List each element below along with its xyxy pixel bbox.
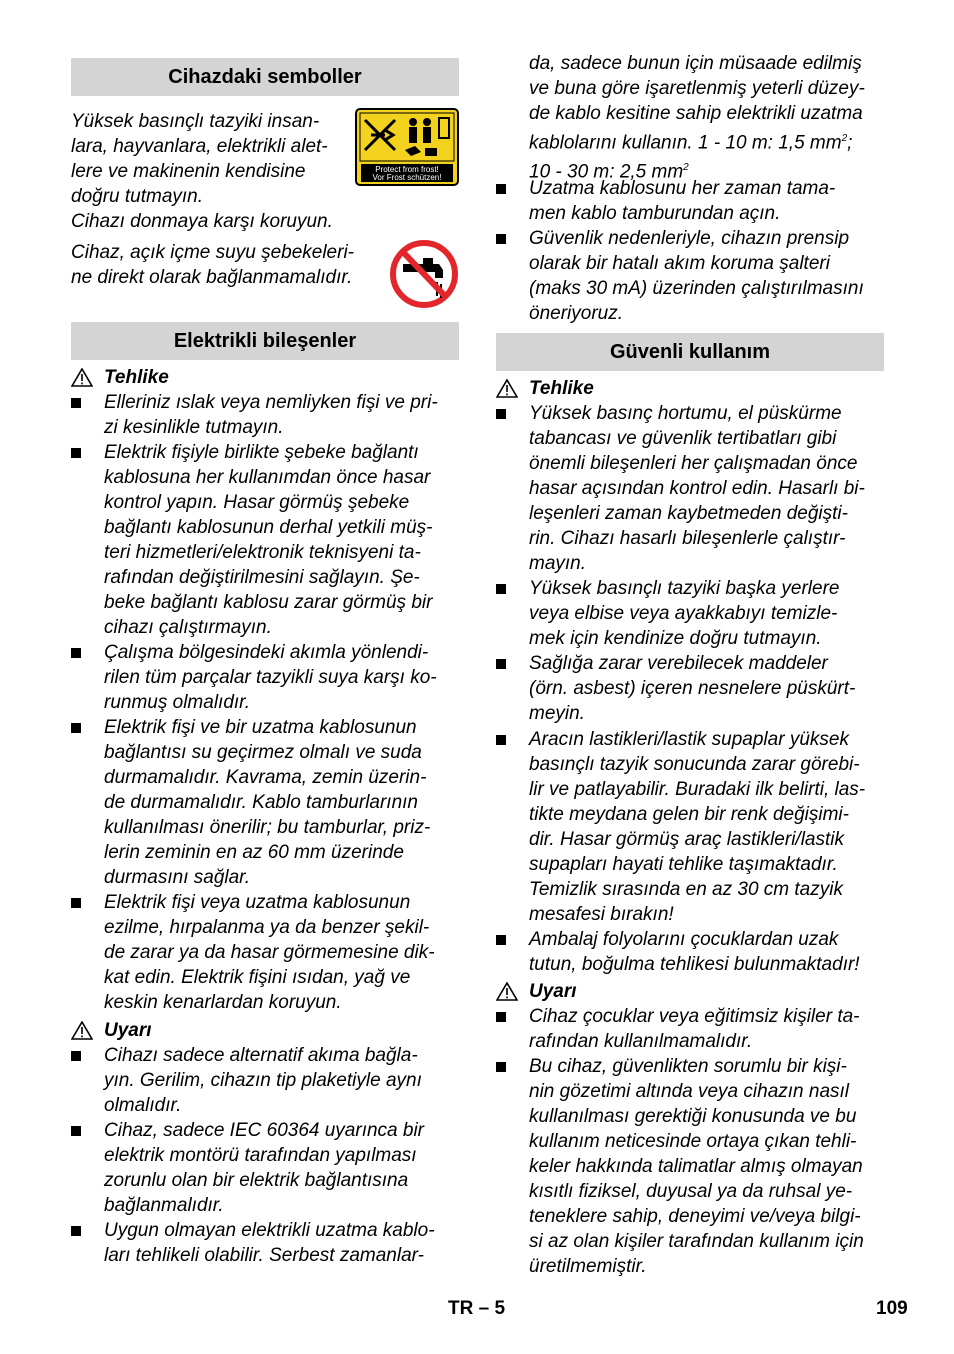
text-line: önemli bileşenleri her çalışmadan önce xyxy=(529,453,858,474)
text-line: Cihazı sadece alternatif akıma bağla- xyxy=(104,1045,418,1066)
list-item-text xyxy=(529,176,884,226)
list-item xyxy=(71,1118,459,1218)
text-line: (örn. asbest) içeren nesnelere püskürt- xyxy=(529,678,856,699)
page-number: 109 xyxy=(876,1298,908,1319)
footer-dash: – xyxy=(478,1298,490,1319)
text-line: rafından değiştirilmesini sağlayın. Şe- xyxy=(104,567,420,588)
bullet-square-icon xyxy=(71,1126,81,1136)
text-line: Çalışma bölgesindeki akımla yönlendi- xyxy=(104,642,429,663)
list-item-text xyxy=(529,1054,884,1279)
text-line: durmasını sağlar. xyxy=(104,867,251,888)
text-line: kullanılması önerilir; bu tamburlar, priz- xyxy=(104,817,431,838)
text-line: Uygun olmayan elektrikli uzatma kablo- xyxy=(104,1220,435,1241)
text-line: lir ve patlayabilir. Buradaki ilk belirti, las- xyxy=(529,779,866,800)
text-line: durmamalıdır. Kavrama, zemin üzerin- xyxy=(104,767,427,788)
text-line: Bu cihaz, güvenlikten sorumlu bir kişi- xyxy=(529,1056,847,1077)
text-line: Elektrik fişiyle birlikte şebeke bağlantı xyxy=(104,442,419,463)
list-item xyxy=(71,390,459,440)
section-header-guvenli-kullanim: Güvenli kullanım xyxy=(496,333,884,371)
danger-notice xyxy=(71,365,459,390)
danger-label: Tehlike xyxy=(529,378,594,399)
frost-sign-label-en: Protect from frost! xyxy=(375,165,439,174)
text-line: bağlanmalıdır. xyxy=(104,1195,224,1216)
text-line: Elektrik fişi veya uzatma kablosunun xyxy=(104,892,411,913)
warning-notice xyxy=(496,979,884,1004)
list-item-text xyxy=(529,401,884,576)
warning-notice xyxy=(71,1018,459,1043)
bullet-square-icon xyxy=(496,659,506,669)
frost-warning-sign-icon xyxy=(355,108,459,186)
text-line: runmuş olmalıdır. xyxy=(104,692,251,713)
no-drinking-water-connection-icon xyxy=(389,238,459,310)
text-line: keskin kenarlardan koruyun. xyxy=(104,992,342,1013)
text-line: rafından kullanılmamalıdır. xyxy=(529,1031,753,1052)
list-item-text xyxy=(104,1118,459,1218)
list-item xyxy=(496,651,884,726)
text-line: mek için kendinize doğru tutmayın. xyxy=(529,628,822,649)
text-line: Uzatma kablosunu her zaman tama- xyxy=(529,178,836,199)
separator: ; xyxy=(847,132,853,154)
text-line: teneklere sahip, deneyimi ve/veya bilgi- xyxy=(529,1206,861,1227)
text-line: keler hakkında talimatlar almış olmayan xyxy=(529,1156,863,1177)
text-line: veya elbise veya ayakkabıyı temizle- xyxy=(529,603,838,624)
cable-length-1: kablolarını kullanın. 1 - 10 m: 1,5 mm xyxy=(529,132,842,154)
text-line: bağlantı kablosunun derhal yetkili müş- xyxy=(104,517,433,538)
danger-notice xyxy=(496,376,884,401)
list-item xyxy=(71,890,459,1015)
text-line: Yüksek basınçlı tazyiki başka yerlere xyxy=(529,578,840,599)
list-item xyxy=(496,927,884,977)
list-item xyxy=(496,727,884,927)
superscript: 2 xyxy=(683,162,689,174)
text-line: öneriyoruz. xyxy=(529,303,623,324)
text-line: tabancası ve güvenlik tertibatları gibi xyxy=(529,428,837,449)
text-line: Yüksek basınç hortumu, el püskürme xyxy=(529,403,842,424)
list-item-text xyxy=(529,576,884,651)
bullet-square-icon xyxy=(496,1012,506,1022)
list-item-text xyxy=(104,640,459,715)
text-line: meyin. xyxy=(529,703,585,724)
superscript: 2 xyxy=(841,133,848,144)
list-item-text xyxy=(104,390,459,440)
warning-triangle-icon xyxy=(71,1021,93,1040)
list-item-text xyxy=(104,1043,459,1118)
section-header-elektrikli-bilesenler: Elektrikli bileşenler xyxy=(71,322,459,360)
symbol-paragraph-3 xyxy=(71,240,381,290)
text-line: beke bağlantı kablosu zarar görmüş bir xyxy=(104,592,433,613)
section-header-cihazdaki-semboller: Cihazdaki semboller xyxy=(71,58,459,96)
footer-language: TR xyxy=(448,1298,474,1319)
text-line: doğru tutmayın. xyxy=(71,186,204,207)
warning-triangle-icon xyxy=(496,379,518,398)
text-line: dir. Hasar görmüş araç lastikleri/lastik xyxy=(529,829,844,850)
list-item-text xyxy=(529,1004,884,1054)
bullet-square-icon xyxy=(71,898,81,908)
text-line: Sağlığa zarar verebilecek maddeler xyxy=(529,653,828,674)
list-item-text xyxy=(104,715,459,890)
bullet-square-icon xyxy=(496,234,506,244)
text-line: ne direkt olarak bağlanmamalıdır. xyxy=(71,267,353,288)
text-line: Cihaz çocuklar veya eğitimsiz kişiler ta- xyxy=(529,1006,860,1027)
bullet-square-icon xyxy=(496,1062,506,1072)
warning-triangle-icon xyxy=(71,368,93,387)
text-line: kullanım neticesinde ortaya çıkan tehli- xyxy=(529,1131,857,1152)
bullet-square-icon xyxy=(496,735,506,745)
warning-triangle-icon xyxy=(496,982,518,1001)
text-line: bağlantısı su geçirmez olmalı ve suda xyxy=(104,742,422,763)
list-item-text xyxy=(529,226,884,326)
list-item-text xyxy=(529,651,884,726)
continued-line xyxy=(529,126,889,155)
bullet-square-icon xyxy=(71,1051,81,1061)
bullet-square-icon xyxy=(71,1226,81,1236)
text-line: Aracın lastikleri/lastik supaplar yüksek xyxy=(529,729,849,750)
list-item-text xyxy=(529,927,884,977)
text-line: ezilme, hırpalanma ya da benzer şekil- xyxy=(104,917,430,938)
text-line: Yüksek basınçlı tazyiki insan- xyxy=(71,111,320,132)
bullet-square-icon xyxy=(71,398,81,408)
danger-label: Tehlike xyxy=(104,367,169,388)
bullet-square-icon xyxy=(71,448,81,458)
text-line: olmalıdır. xyxy=(104,1095,182,1116)
continued-line: ve buna göre işaretlenmiş yeterli düzey- xyxy=(529,78,865,99)
text-line: kablosuna her kullanımdan önce hasar xyxy=(104,467,431,488)
list-item xyxy=(496,1004,884,1054)
continued-paragraph xyxy=(529,51,889,185)
list-item xyxy=(71,1218,459,1268)
text-line: üretilmemiştir. xyxy=(529,1256,647,1277)
text-line: kat edin. Elektrik fişini ısıdan, yağ ve xyxy=(104,967,411,988)
list-item xyxy=(71,440,459,640)
bullet-square-icon xyxy=(496,409,506,419)
continued-line: de kablo kesitine sahip elektrikli uzatma xyxy=(529,103,863,124)
text-line: yın. Gerilim, cihazın tip plaketiyle aynı xyxy=(104,1070,422,1091)
bullet-square-icon xyxy=(71,723,81,733)
warning-label: Uyarı xyxy=(529,981,577,1002)
text-line: rin. Cihazı hasarlı bileşenlerle çalıştır- xyxy=(529,528,846,549)
bullet-square-icon xyxy=(496,935,506,945)
text-line: Temizlik sırasında en az 30 cm tazyik xyxy=(529,879,843,900)
text-line: si az olan kişiler tarafından kullanım için xyxy=(529,1231,864,1252)
list-item xyxy=(496,176,884,226)
list-item xyxy=(71,715,459,890)
list-item-text xyxy=(104,1218,459,1268)
footer-section-number: 5 xyxy=(494,1298,506,1319)
list-item-text xyxy=(529,727,884,927)
text-line: Cihaz, sadece IEC 60364 uyarınca bir xyxy=(104,1120,425,1141)
bullet-square-icon xyxy=(496,184,506,194)
text-line: kontrol yapın. Hasar görmüş şebeke xyxy=(104,492,410,513)
list-item xyxy=(496,401,884,576)
symbol-paragraph-2: Cihazı donmaya karşı koruyun. xyxy=(71,211,333,232)
text-line: kullanılması gerektiği konusunda ve bu xyxy=(529,1106,857,1127)
text-line: hasar açısından kontrol edin. Hasarlı bi- xyxy=(529,478,865,499)
text-line: de durmamalıdır. Kablo tamburlarının xyxy=(104,792,419,813)
text-line: leşenleri zaman kaybetmeden değişti- xyxy=(529,503,848,524)
text-line: (maks 30 mA) üzerinden çalıştırılmasını xyxy=(529,278,864,299)
list-item xyxy=(71,640,459,715)
text-line: de zarar ya da hasar görmemesine dik- xyxy=(104,942,435,963)
text-line: ları tehlikeli olabilir. Serbest zamanlar- xyxy=(104,1245,424,1266)
text-line: teri hizmetleri/elektronik teknisyeni ta- xyxy=(104,542,421,563)
text-line: tutun, boğulma tehlikesi bulunmaktadır! xyxy=(529,954,860,975)
text-line: rilen tüm parçalar tazyikli suya karşı ko- xyxy=(104,667,437,688)
warning-label: Uyarı xyxy=(104,1020,152,1041)
text-line: Ambalaj folyolarını çocuklardan uzak xyxy=(529,929,839,950)
text-line: Elleriniz ıslak veya nemliyken fişi ve pri- xyxy=(104,392,438,413)
bullet-square-icon xyxy=(71,648,81,658)
text-line: basınçlı tazyik sonucunda zarar görebi- xyxy=(529,754,860,775)
frost-sign-label-de: Vor Frost schützen! xyxy=(372,173,442,182)
list-item-text xyxy=(104,440,459,640)
text-line: kısıtlı fiziksel, duyusal ya da ruhsal ye- xyxy=(529,1181,853,1202)
text-line: lara, hayvanlara, elektrikli alet- xyxy=(71,136,328,157)
text-line: lere ve makinenin kendisine xyxy=(71,161,306,182)
list-item xyxy=(71,1043,459,1118)
bullet-square-icon xyxy=(496,584,506,594)
text-line: Elektrik fişi ve bir uzatma kablosunun xyxy=(104,717,417,738)
list-item xyxy=(496,1054,884,1279)
text-line: Cihaz, açık içme suyu şebekeleri- xyxy=(71,242,354,263)
footer-section-label xyxy=(448,1298,505,1320)
text-line: supapları hayati tehlike taşımaktadır. xyxy=(529,854,838,875)
list-item xyxy=(496,576,884,651)
text-line: mesafesi bırakın! xyxy=(529,904,674,925)
symbol-paragraph-1 xyxy=(71,109,361,209)
text-line: olarak bir hatalı akım koruma şalteri xyxy=(529,253,830,274)
cable-length-2: 10 - 30 m: 2,5 mm xyxy=(529,161,684,183)
text-line: zi kesinlikle tutmayın. xyxy=(104,417,284,438)
text-line: tikte meydana gelen bir renk değişimi- xyxy=(529,804,849,825)
list-item-text xyxy=(104,890,459,1015)
text-line: mayın. xyxy=(529,553,587,574)
text-line: elektrik montörü tarafından yapılması xyxy=(104,1145,417,1166)
text-line: men kablo tamburundan açın. xyxy=(529,203,781,224)
list-item xyxy=(496,226,884,326)
text-line: Güvenlik nedenleriyle, cihazın prensip xyxy=(529,228,850,249)
continued-line: da, sadece bunun için müsaade edilmiş xyxy=(529,53,862,74)
text-line: nin gözetimi altında veya cihazın nasıl xyxy=(529,1081,850,1102)
text-line: cihazı çalıştırmayın. xyxy=(104,617,272,638)
text-line: zorunlu olan bir elektrik bağlantısına xyxy=(104,1170,409,1191)
text-line: lerin zeminin en az 60 mm üzerinde xyxy=(104,842,404,863)
